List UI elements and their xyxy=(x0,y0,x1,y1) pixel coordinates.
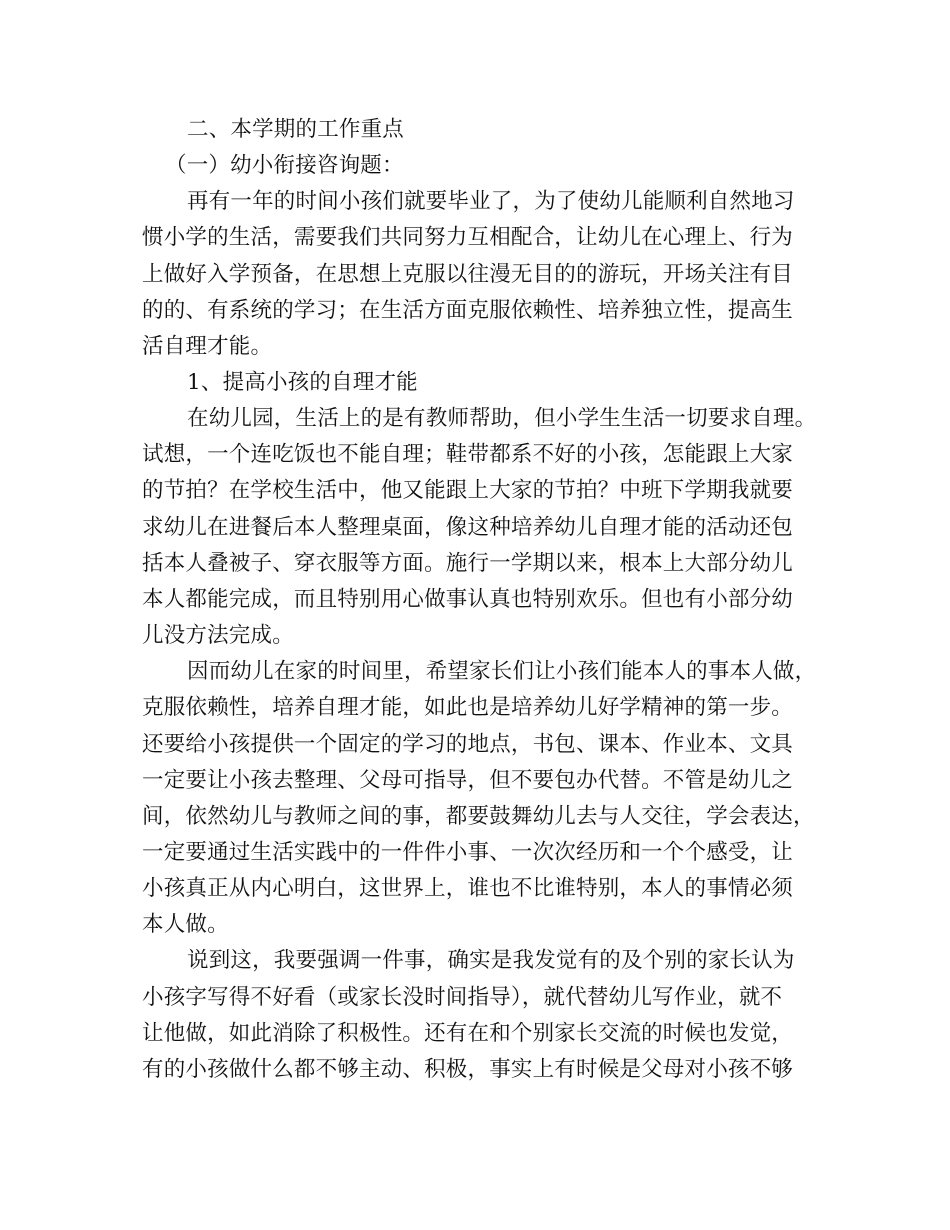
paragraph-line: 的节拍？在学校生活中，他又能跟上大家的节拍？中班下学期我就要 xyxy=(142,478,794,503)
paragraph-line: 小孩真正从内心明白，这世界上，谁也不比谁特别，本人的事情必须 xyxy=(142,876,794,901)
paragraph-line: 一定要通过生活实践中的一件件小事、一次次经历和一个个感受，让 xyxy=(142,840,794,865)
paragraph-line: 试想，一个连吃饭也不能自理；鞋带都系不好的小孩，怎能跟上大家 xyxy=(142,442,794,467)
paragraph-line: 还要给小孩提供一个固定的学习的地点，书包、课本、作业本、文具 xyxy=(142,732,794,757)
paragraph-line: 说到这，我要强调一件事，确实是我发觉有的及个别的家长认为 xyxy=(187,948,795,973)
paragraph-line: 儿没方法完成。 xyxy=(142,623,294,648)
paragraph-line: 有的小孩做什么都不够主动、积极，事实上有时候是父母对小孩不够 xyxy=(142,1057,794,1082)
paragraph-line: 求幼儿在进餐后本人整理桌面，像这种培养幼儿自理才能的活动还包 xyxy=(142,515,794,540)
paragraph-line: 间，依然幼儿与教师之间的事，都要鼓舞幼儿去与人交往，学会表达， xyxy=(142,804,815,829)
paragraph-line: 在幼儿园，生活上的是有教师帮助，但小学生生活一切要求自理。 xyxy=(187,406,817,431)
paragraph-line: 本人做。 xyxy=(142,912,229,937)
paragraph-line: 让他做，如此消除了积极性。还有在和个别家长交流的时候也发觉， xyxy=(142,1021,794,1046)
paragraph-line: 的的、有系统的学习；在生活方面克服依赖性、培养独立性，提高生 xyxy=(142,298,794,323)
paragraph-line: 一定要让小孩去整理、父母可指导，但不要包办代替。不管是幼儿之 xyxy=(142,768,794,793)
paragraph-line: 惯小学的生活，需要我们共同努力互相配合，让幼儿在心理上、行为 xyxy=(142,225,794,250)
paragraph-line: 上做好入学预备，在思想上克服以往漫无目的的游玩，开场关注有目 xyxy=(142,262,794,287)
item-heading: 1、提高小孩的自理才能 xyxy=(187,370,418,395)
paragraph-line: 因而幼儿在家的时间里，希望家长们让小孩们能本人的事本人做， xyxy=(187,659,817,684)
paragraph-line: 括本人叠被子、穿衣服等方面。施行一学期以来，根本上大部分幼儿 xyxy=(142,551,794,576)
paragraph-line: 克服依赖性，培养自理才能，如此也是培养幼儿好学精神的第一步。 xyxy=(142,695,794,720)
section-heading: 二、本学期的工作重点 xyxy=(187,117,405,142)
subsection-heading: （一）幼小衔接咨询题： xyxy=(165,153,404,178)
paragraph-line: 再有一年的时间小孩们就要毕业了，为了使幼儿能顺利自然地习 xyxy=(187,189,795,214)
paragraph-line: 本人都能完成，而且特别用心做事认真也特别欢乐。但也有小部分幼 xyxy=(142,587,794,612)
paragraph-line: 活自理才能。 xyxy=(142,334,273,359)
paragraph-line: 小孩字写得不好看（或家长没时间指导），就代替幼儿写作业，就不 xyxy=(142,985,783,1010)
